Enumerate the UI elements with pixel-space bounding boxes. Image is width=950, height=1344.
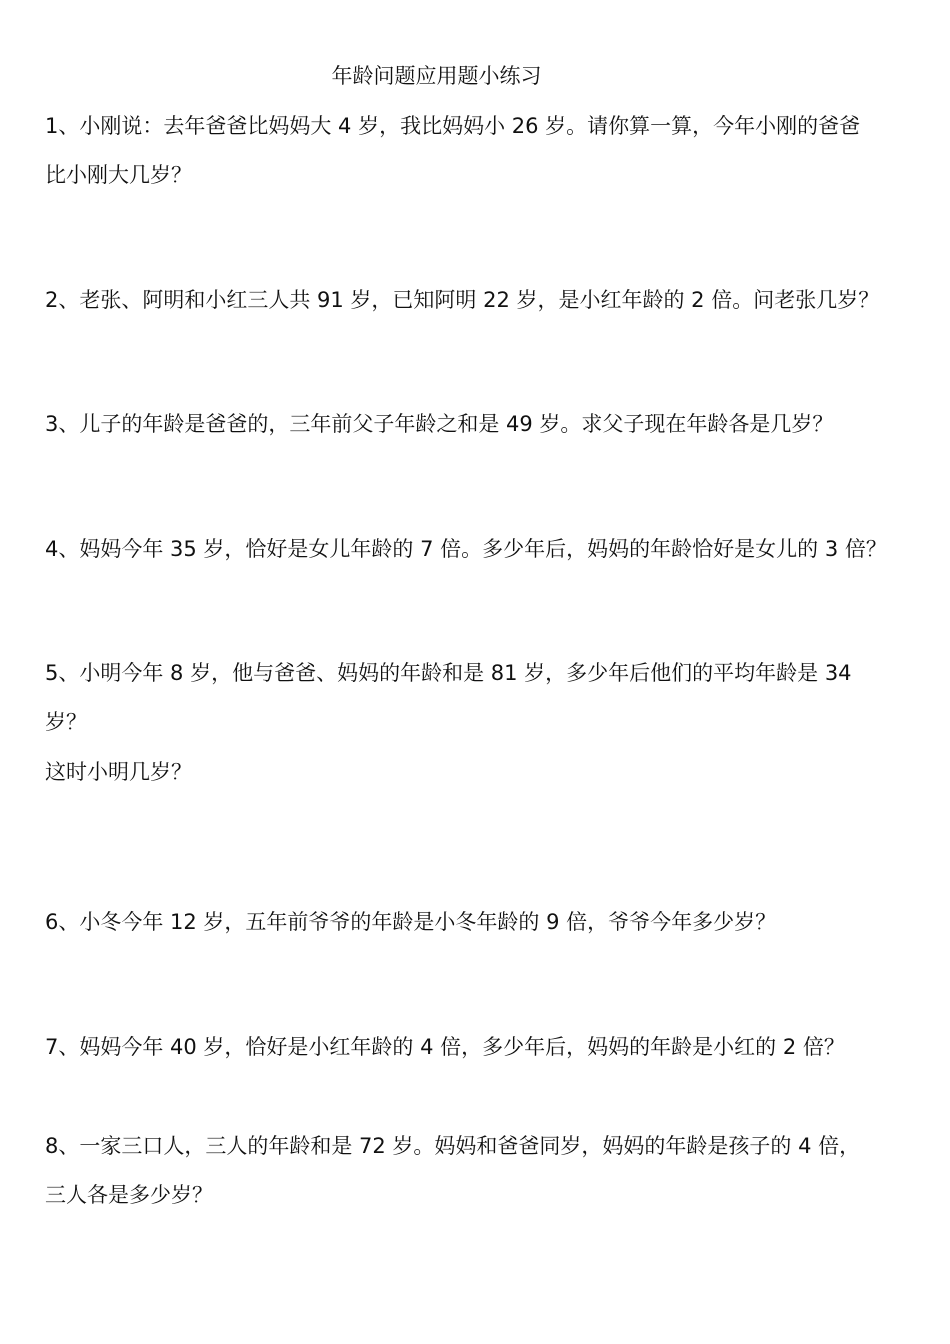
question-2-line-1: 2、老张、阿明和小红三人共 91 岁，已知阿明 22 岁，是小红年龄的 2 倍。问老张几岁？ bbox=[45, 288, 880, 312]
page-title: 年龄问题应用题小练习 bbox=[331, 64, 542, 88]
question-8-line-1: 8、一家三口人，三人的年龄和是 72 岁。妈妈和爸爸同岁，妈妈的年龄是孩子的 4 倍， bbox=[45, 1134, 861, 1158]
question-6-line-1: 6、小冬今年 12 岁，五年前爷爷的年龄是小冬年龄的 9 倍，爷爷今年多少岁？ bbox=[45, 910, 777, 934]
question-5-line-1: 5、小明今年 8 岁，他与爸爸、妈妈的年龄和是 81 岁，多少年后他们的平均年龄是 34 bbox=[45, 661, 852, 685]
question-4-line-1: 4、妈妈今年 35 岁，恰好是女儿年龄的 7 倍。多少年后，妈妈的年龄恰好是女儿的 3 倍？ bbox=[45, 537, 887, 561]
question-5-line-2: 岁？ bbox=[45, 710, 87, 734]
question-1-line-1: 1、小刚说：去年爸爸比妈妈大 4 岁，我比妈妈小 26 岁。请你算一算，今年小刚的爸爸 bbox=[45, 114, 861, 138]
question-3-line-1: 3、儿子的年龄是爸爸的，三年前父子年龄之和是 49 岁。求父子现在年龄各是几岁？ bbox=[45, 412, 834, 436]
question-1-line-2: 比小刚大几岁？ bbox=[45, 163, 192, 187]
question-8-line-2: 三人各是多少岁？ bbox=[45, 1183, 213, 1207]
question-5-line-3: 这时小明几岁？ bbox=[45, 760, 192, 784]
question-7-line-1: 7、妈妈今年 40 岁，恰好是小红年龄的 4 倍，多少年后，妈妈的年龄是小红的 2 倍？ bbox=[45, 1035, 845, 1059]
